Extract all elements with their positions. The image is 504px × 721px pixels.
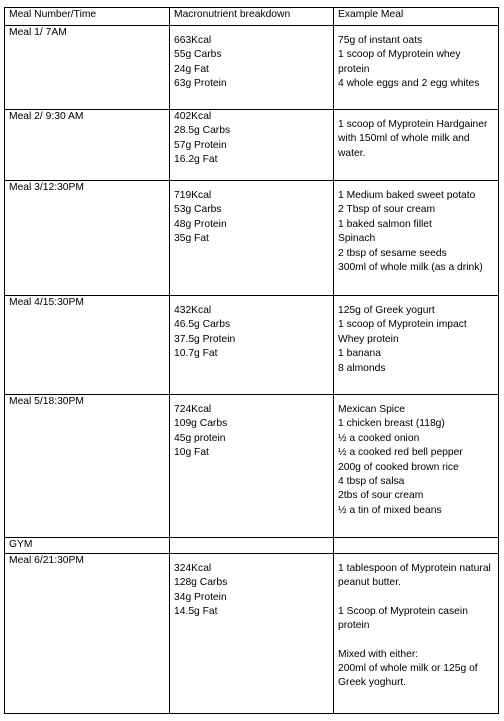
macro-cell — [170, 296, 334, 395]
spacer — [338, 634, 494, 648]
table-row — [5, 296, 499, 395]
macro-value: 37.5g Protein — [174, 333, 236, 345]
macro-value: 402Kcal — [174, 111, 212, 122]
table-row — [5, 554, 499, 714]
macro-value: 724Kcal — [174, 404, 212, 415]
macro-value: 10g Fat — [174, 447, 209, 459]
macro-value: 57g Protein — [174, 139, 227, 151]
example-item: 2 tbsp of sesame seeds — [338, 247, 447, 259]
example-item: ½ a cooked onion — [338, 432, 420, 444]
empty-cell — [170, 538, 334, 554]
example-item: 1 scoop of Myprotein impact Whey protein — [338, 319, 467, 345]
macro-value: 432Kcal — [174, 305, 212, 316]
table-row — [5, 538, 499, 554]
example-item: 1 scoop of Myprotein whey protein — [338, 49, 461, 75]
macro-cell — [170, 181, 334, 296]
macro-value: 128g Carbs — [174, 577, 228, 589]
example-cell — [334, 395, 499, 538]
meal-name: Meal 6/21:30PM — [5, 554, 170, 714]
header-row — [5, 8, 499, 26]
example-item: ½ a tin of mixed beans — [338, 504, 442, 516]
example-item: 125g of Greek yogurt — [338, 305, 435, 316]
example-item: 75g of instant oats — [338, 35, 423, 46]
header-macronutrient-breakdown: Macronutrient breakdown — [170, 8, 334, 26]
example-item: 1 Medium baked sweet potato — [338, 190, 476, 201]
example-item: 1 tablespoon of Myprotein natural peanut butter. — [338, 563, 491, 589]
macro-value: 109g Carbs — [174, 418, 228, 430]
example-item: 4 tbsp of salsa — [338, 476, 405, 488]
example-item: 4 whole eggs and 2 egg whites — [338, 78, 480, 90]
example-item: 1 Scoop of Myprotein casein protein — [338, 605, 468, 632]
example-item: 2 Tbsp of sour cream — [338, 204, 436, 216]
empty-cell — [334, 538, 499, 554]
header-example-meal: Example Meal — [334, 8, 499, 26]
table-row — [5, 395, 499, 538]
macro-value: 16.2g Fat — [174, 154, 218, 166]
meal-name: Meal 3/12:30PM — [5, 181, 170, 296]
meal-name: Meal 4/15:30PM — [5, 296, 170, 395]
macro-value: 45g protein — [174, 432, 226, 444]
example-cell — [334, 554, 499, 714]
meal-name: Meal 2/ 9:30 AM — [5, 110, 170, 181]
example-item: 200g of cooked brown rice — [338, 461, 459, 473]
example-item: Mexican Spice — [338, 404, 405, 415]
macro-value: 34g Protein — [174, 591, 227, 603]
macro-value: 63g Protein — [174, 78, 227, 90]
macro-cell — [170, 110, 334, 181]
macro-value: 663Kcal — [174, 35, 212, 46]
example-cell — [334, 26, 499, 110]
macro-value: 48g Protein — [174, 218, 227, 230]
macro-value: 10.7g Fat — [174, 348, 218, 360]
example-item: 1 baked salmon fillet — [338, 218, 432, 230]
example-item: 2tbs of sour cream — [338, 490, 424, 502]
meal-plan-table — [4, 7, 499, 714]
macro-value: 719Kcal — [174, 190, 212, 201]
macro-cell — [170, 26, 334, 110]
example-item: 1 scoop of Myprotein Hardgainer with 150ml of whole milk and water. — [338, 119, 488, 159]
meal-name: Meal 5/18:30PM — [5, 395, 170, 538]
example-item: 1 chicken breast (118g) — [338, 418, 445, 430]
macro-value: 324Kcal — [174, 563, 212, 574]
macro-value: 35g Fat — [174, 233, 209, 245]
example-cell — [334, 110, 499, 181]
spacer — [338, 591, 494, 605]
example-item: 8 almonds — [338, 362, 386, 374]
example-item: 200ml of whole milk or 125g of Greek yoghurt. — [338, 663, 478, 689]
macro-cell — [170, 395, 334, 538]
example-cell — [334, 296, 499, 395]
example-item: Mixed with either: — [338, 648, 419, 660]
table-row — [5, 181, 499, 296]
gym-label: GYM — [5, 538, 170, 554]
example-item: ½ a cooked red bell pepper — [338, 447, 463, 459]
macro-value: 14.5g Fat — [174, 606, 218, 618]
macro-value: 53g Carbs — [174, 204, 222, 216]
macro-value: 28.5g Carbs — [174, 125, 231, 137]
example-cell — [334, 181, 499, 296]
table-row — [5, 26, 499, 110]
example-item: Spinach — [338, 233, 376, 245]
meal-name: Meal 1/ 7AM — [5, 26, 170, 110]
macro-value: 55g Carbs — [174, 49, 222, 61]
macro-value: 46.5g Carbs — [174, 319, 231, 331]
macro-value: 24g Fat — [174, 63, 209, 75]
example-item: 300ml of whole milk (as a drink) — [338, 262, 483, 274]
header-meal-number-time: Meal Number/Time — [5, 8, 170, 26]
table-row — [5, 110, 499, 181]
macro-cell — [170, 554, 334, 714]
example-item: 1 banana — [338, 348, 381, 360]
